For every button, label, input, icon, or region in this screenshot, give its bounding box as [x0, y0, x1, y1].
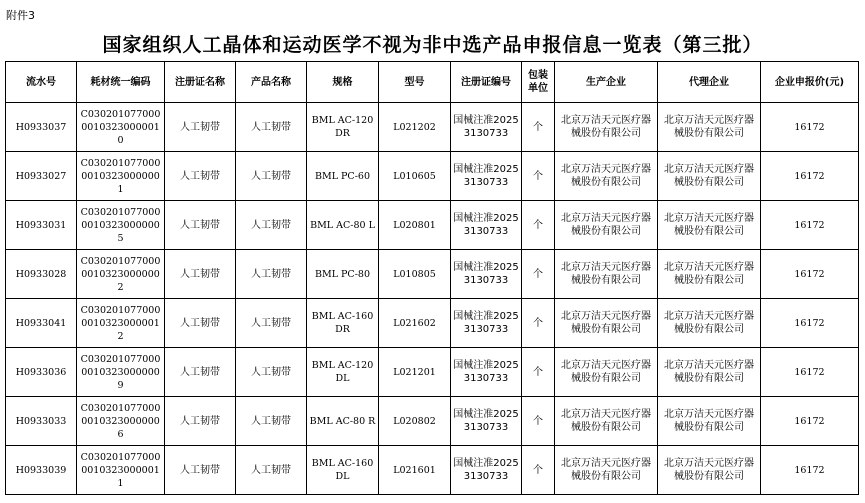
cell-price: 16172	[761, 250, 859, 299]
cell-serial: H0933036	[6, 348, 77, 397]
cell-product: 人工韧带	[236, 152, 307, 201]
cell-model: L021201	[379, 348, 451, 397]
cell-manufacturer: 北京万洁天元医疗器械股份有限公司	[555, 348, 658, 397]
col-header-agent: 代理企业	[658, 62, 761, 103]
table-row	[6, 250, 859, 299]
cell-product: 人工韧带	[236, 299, 307, 348]
cell-price: 16172	[761, 397, 859, 446]
cell-code: C03020107700000103230000012	[77, 299, 165, 348]
cell-reg-name: 人工韧带	[165, 201, 236, 250]
cell-reg-no: 国械注准20253130733	[451, 397, 522, 446]
cell-product: 人工韧带	[236, 446, 307, 495]
cell-manufacturer: 北京万洁天元医疗器械股份有限公司	[555, 152, 658, 201]
table-row	[6, 201, 859, 250]
cell-spec: BML AC-160 DR	[307, 299, 379, 348]
cell-code: C03020107700000103230000011	[77, 446, 165, 495]
cell-serial: H0933037	[6, 103, 77, 152]
cell-reg-no: 国械注准20253130733	[451, 348, 522, 397]
cell-serial: H0933031	[6, 201, 77, 250]
cell-agent: 北京万洁天元医疗器械股份有限公司	[658, 446, 761, 495]
cell-price: 16172	[761, 201, 859, 250]
cell-agent: 北京万洁天元医疗器械股份有限公司	[658, 152, 761, 201]
cell-model: L021602	[379, 299, 451, 348]
cell-serial: H0933028	[6, 250, 77, 299]
cell-reg-no: 国械注准20253130733	[451, 299, 522, 348]
cell-serial: H0933039	[6, 446, 77, 495]
cell-model: L021601	[379, 446, 451, 495]
cell-price: 16172	[761, 152, 859, 201]
col-header-price: 企业申报价(元)	[761, 62, 859, 103]
cell-agent: 北京万洁天元医疗器械股份有限公司	[658, 201, 761, 250]
col-header-manufacturer: 生产企业	[555, 62, 658, 103]
cell-product: 人工韧带	[236, 201, 307, 250]
cell-unit: 个	[522, 250, 555, 299]
cell-reg-no: 国械注准20253130733	[451, 250, 522, 299]
col-header-unit: 包装单位	[522, 62, 555, 103]
cell-model: L020802	[379, 397, 451, 446]
cell-product: 人工韧带	[236, 348, 307, 397]
cell-reg-name: 人工韧带	[165, 250, 236, 299]
cell-unit: 个	[522, 348, 555, 397]
cell-serial: H0933027	[6, 152, 77, 201]
cell-spec: BML AC-80 L	[307, 201, 379, 250]
cell-code: C03020107700000103230000005	[77, 201, 165, 250]
col-header-reg-no: 注册证编号	[451, 62, 522, 103]
cell-product: 人工韧带	[236, 250, 307, 299]
cell-price: 16172	[761, 103, 859, 152]
cell-reg-no: 国械注准20253130733	[451, 152, 522, 201]
cell-serial: H0933033	[6, 397, 77, 446]
cell-unit: 个	[522, 201, 555, 250]
cell-manufacturer: 北京万洁天元医疗器械股份有限公司	[555, 103, 658, 152]
cell-agent: 北京万洁天元医疗器械股份有限公司	[658, 299, 761, 348]
cell-spec: BML AC-120 DL	[307, 348, 379, 397]
cell-spec: BML PC-60	[307, 152, 379, 201]
col-header-product: 产品名称	[236, 62, 307, 103]
cell-spec: BML PC-80	[307, 250, 379, 299]
cell-reg-name: 人工韧带	[165, 397, 236, 446]
cell-spec: BML AC-120 DR	[307, 103, 379, 152]
cell-reg-no: 国械注准20253130733	[451, 446, 522, 495]
cell-unit: 个	[522, 103, 555, 152]
cell-spec: BML AC-160 DL	[307, 446, 379, 495]
table-row	[6, 152, 859, 201]
cell-reg-no: 国械注准20253130733	[451, 103, 522, 152]
cell-model: L020801	[379, 201, 451, 250]
cell-manufacturer: 北京万洁天元医疗器械股份有限公司	[555, 446, 658, 495]
cell-reg-name: 人工韧带	[165, 103, 236, 152]
cell-product: 人工韧带	[236, 397, 307, 446]
cell-reg-name: 人工韧带	[165, 299, 236, 348]
cell-spec: BML AC-80 R	[307, 397, 379, 446]
cell-code: C03020107700000103230000001	[77, 152, 165, 201]
cell-model: L010805	[379, 250, 451, 299]
table-row	[6, 299, 859, 348]
cell-reg-no: 国械注准20253130733	[451, 201, 522, 250]
table-row	[6, 348, 859, 397]
cell-reg-name: 人工韧带	[165, 348, 236, 397]
col-header-spec: 规格	[307, 62, 379, 103]
col-header-code: 耗材统一编码	[77, 62, 165, 103]
cell-manufacturer: 北京万洁天元医疗器械股份有限公司	[555, 250, 658, 299]
cell-agent: 北京万洁天元医疗器械股份有限公司	[658, 348, 761, 397]
cell-reg-name: 人工韧带	[165, 152, 236, 201]
cell-unit: 个	[522, 397, 555, 446]
table-row	[6, 446, 859, 495]
page-title: 国家组织人工晶体和运动医学不视为非中选产品申报信息一览表（第三批）	[102, 34, 763, 56]
cell-code: C03020107700000103230000010	[77, 103, 165, 152]
cell-serial: H0933041	[6, 299, 77, 348]
cell-unit: 个	[522, 152, 555, 201]
col-header-model: 型号	[379, 62, 451, 103]
col-header-reg-name: 注册证名称	[165, 62, 236, 103]
cell-code: C03020107700000103230000009	[77, 348, 165, 397]
table-header-row	[6, 62, 859, 103]
cell-product: 人工韧带	[236, 103, 307, 152]
col-header-serial: 流水号	[6, 62, 77, 103]
cell-code: C03020107700000103230000002	[77, 250, 165, 299]
cell-reg-name: 人工韧带	[165, 446, 236, 495]
cell-manufacturer: 北京万洁天元医疗器械股份有限公司	[555, 299, 658, 348]
cell-price: 16172	[761, 348, 859, 397]
table-row	[6, 397, 859, 446]
cell-unit: 个	[522, 446, 555, 495]
cell-code: C03020107700000103230000006	[77, 397, 165, 446]
cell-price: 16172	[761, 299, 859, 348]
product-table	[5, 61, 859, 495]
cell-agent: 北京万洁天元医疗器械股份有限公司	[658, 397, 761, 446]
cell-model: L010605	[379, 152, 451, 201]
cell-manufacturer: 北京万洁天元医疗器械股份有限公司	[555, 397, 658, 446]
cell-model: L021202	[379, 103, 451, 152]
cell-price: 16172	[761, 446, 859, 495]
cell-manufacturer: 北京万洁天元医疗器械股份有限公司	[555, 201, 658, 250]
cell-unit: 个	[522, 299, 555, 348]
table-row	[6, 103, 859, 152]
cell-agent: 北京万洁天元医疗器械股份有限公司	[658, 250, 761, 299]
cell-agent: 北京万洁天元医疗器械股份有限公司	[658, 103, 761, 152]
attachment-label: 附件3	[6, 9, 35, 22]
